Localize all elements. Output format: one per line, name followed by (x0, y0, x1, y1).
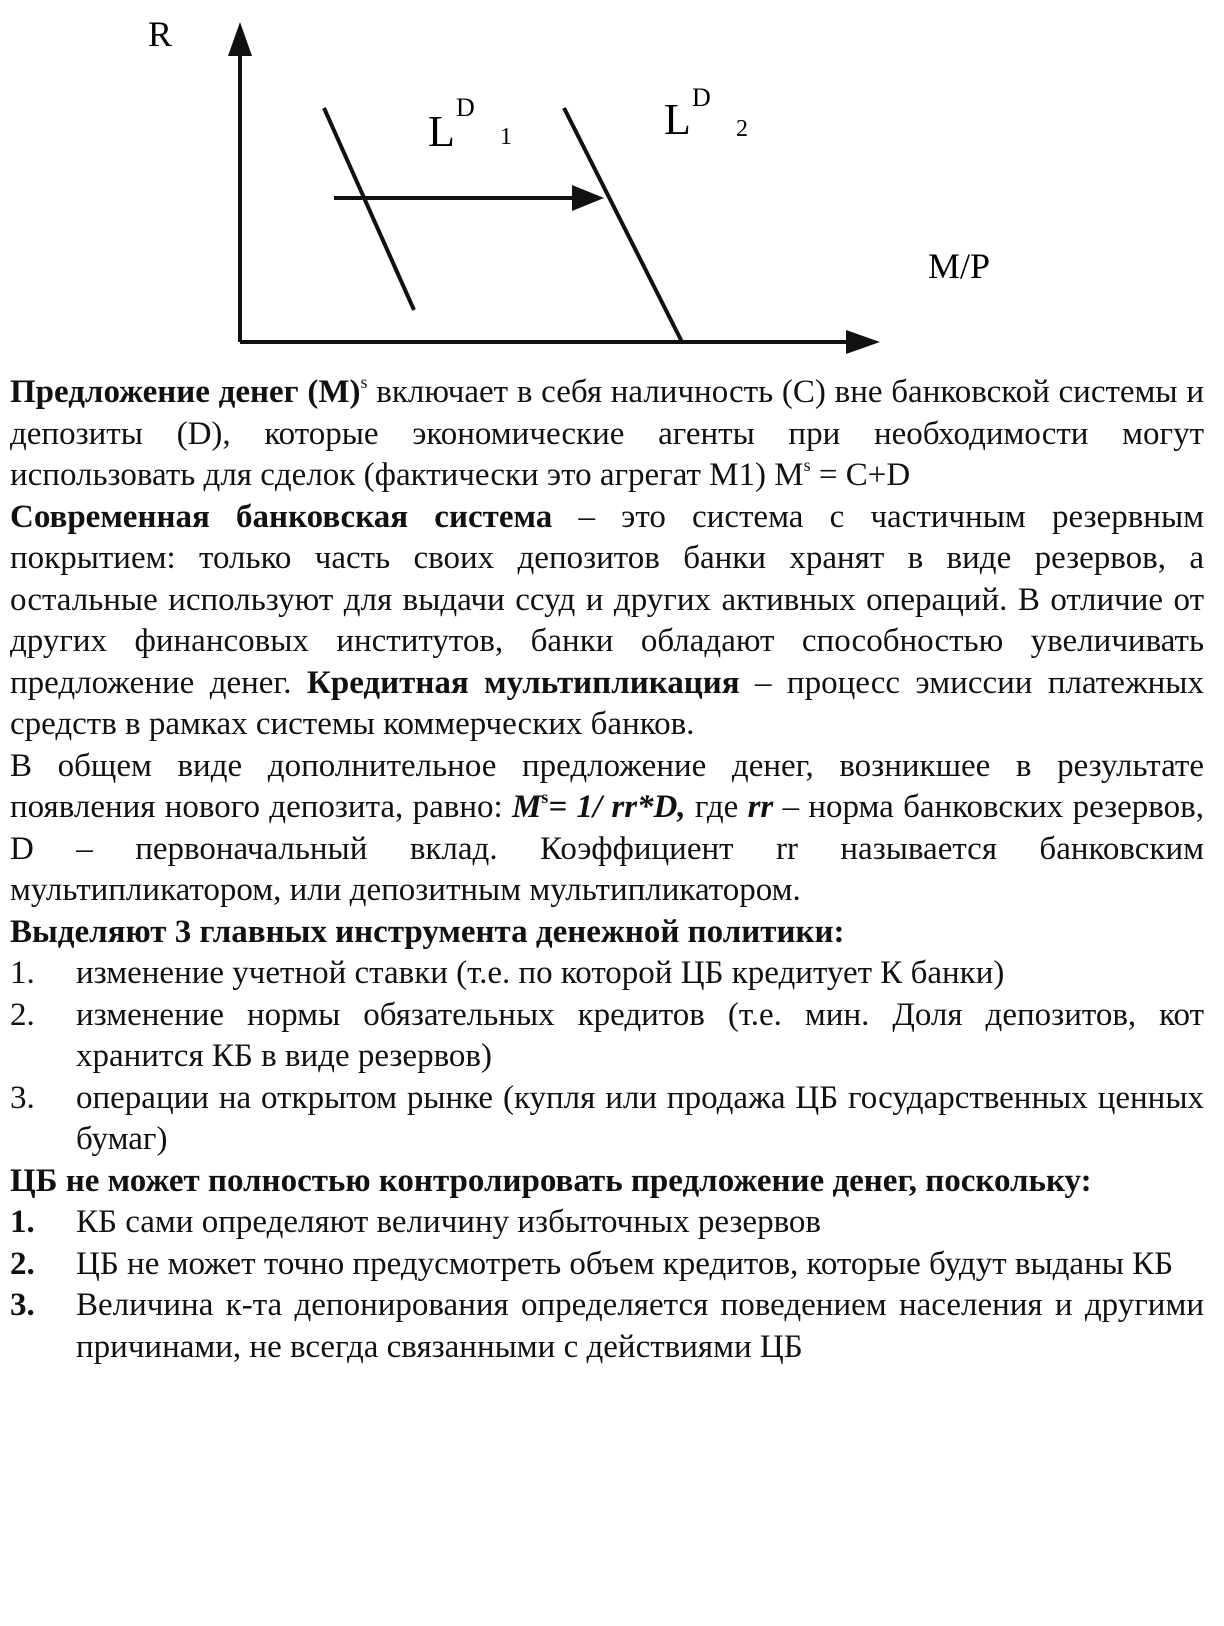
list-item (10, 1202, 1204, 1244)
money-supply-term: Предложение денег (M) (10, 374, 361, 410)
supply-sup: s (360, 372, 368, 392)
paragraph-multiplier (10, 746, 1204, 912)
y-axis-arrow (228, 22, 252, 56)
list-item-number: 2. (10, 996, 35, 1033)
list-item-text: изменение нормы обязательных кредитов (т.е. мин. Доля депозитов, кот хранится КБ в виде резервов) (76, 996, 1204, 1074)
credit-multiplication-text: – процесс эмиссии платежных средств в рамках системы коммерческих банков. (10, 664, 1204, 742)
money-supply-definition: включает в себя наличность (C) вне банковской системы и депозиты (D), которые экономические агенты при необходимости могут использовать для сделок (фактически это агрегат M1) M (10, 374, 1204, 493)
x-axis-label: M/P (928, 246, 991, 286)
demand-curve-1 (324, 108, 414, 310)
curve2-label-main: L (664, 95, 691, 144)
y-axis-label: R (148, 14, 173, 54)
banking-system-term: Современная банковская система (10, 498, 553, 535)
banking-system-text: – это система с частичным резервным покрытием: только часть своих депозитов банки хранят в виде резервов, а остальные используют для выдачи ссуд и других активных операций. В отличие от других финансовых институтов, банки обладают способностью увеличивать предложение денег. (10, 498, 1205, 701)
multiplier-text-3: – норма банковских резервов, D – первоначальный вклад. Коэффициент rr называется банковским мультипликатором, или депозитным мультипликатором. (10, 789, 1204, 908)
list-item-text: изменение учетной ставки (т.е. по которой ЦБ кредитует К банки) (76, 955, 1005, 991)
x-axis-arrow (846, 330, 880, 354)
list-item (10, 995, 1204, 1078)
curve2-label-sup: D (692, 83, 711, 112)
curve1-label-main: L (428, 107, 455, 156)
multiplier-formula-m: M (511, 789, 542, 825)
list-item-text: КБ сами определяют величину избыточных резервов (76, 1204, 822, 1240)
curve1-label-sup: D (456, 93, 475, 122)
list-item-number: 3. (10, 1079, 35, 1116)
document-body (10, 372, 1204, 1368)
list-item-number: 1. (10, 1204, 35, 1240)
limits-list (10, 1202, 1204, 1368)
list-item-text: ЦБ не может точно предусмотреть объем кредитов, которые будут выданы КБ (76, 1245, 1174, 1282)
shift-arrow-head (572, 185, 604, 211)
money-supply-formula: = C+D (810, 457, 911, 493)
list-item (10, 1285, 1204, 1368)
list-item-text: Величина к-та депонирования определяется поведением населения и другими причинами, не всегда связанными с действиями ЦБ (76, 1287, 1204, 1365)
list-item (10, 953, 1204, 995)
multiplier-formula-rest: = 1/ rr*D, (548, 789, 686, 825)
instruments-list (10, 953, 1204, 1161)
supply-sup-2: s (803, 455, 811, 475)
multiplier-text-2: где (685, 789, 748, 825)
multiplier-text-1: В общем виде дополнительное предложение денег, возникшее в результате появления нового депозита, равно: (10, 747, 1204, 825)
curve2-label-sub: 2 (736, 116, 748, 142)
instruments-heading: Выделяют 3 главных инструмента денежной политики: (10, 913, 845, 950)
paragraph-banking-system (10, 497, 1204, 746)
list-item (10, 1078, 1204, 1161)
limits-heading: ЦБ не может полностью контролировать предложение денег, поскольку: (10, 1162, 1092, 1199)
list-item-number: 3. (10, 1287, 35, 1323)
paragraph-money-supply (10, 372, 1204, 497)
list-item-text: операции на открытом рынке (купля или продажа ЦБ государственных ценных бумаг) (76, 1079, 1204, 1157)
list-item-number: 1. (10, 955, 35, 991)
multiplier-rr: rr (747, 789, 774, 825)
multiplier-formula-sup: s (541, 787, 549, 807)
curve1-label-sub: 1 (500, 124, 512, 150)
money-demand-diagram (0, 0, 1224, 380)
list-item-number: 2. (10, 1245, 35, 1282)
list-item (10, 1244, 1204, 1286)
credit-multiplication-term: Кредитная мультипликация (306, 664, 740, 701)
